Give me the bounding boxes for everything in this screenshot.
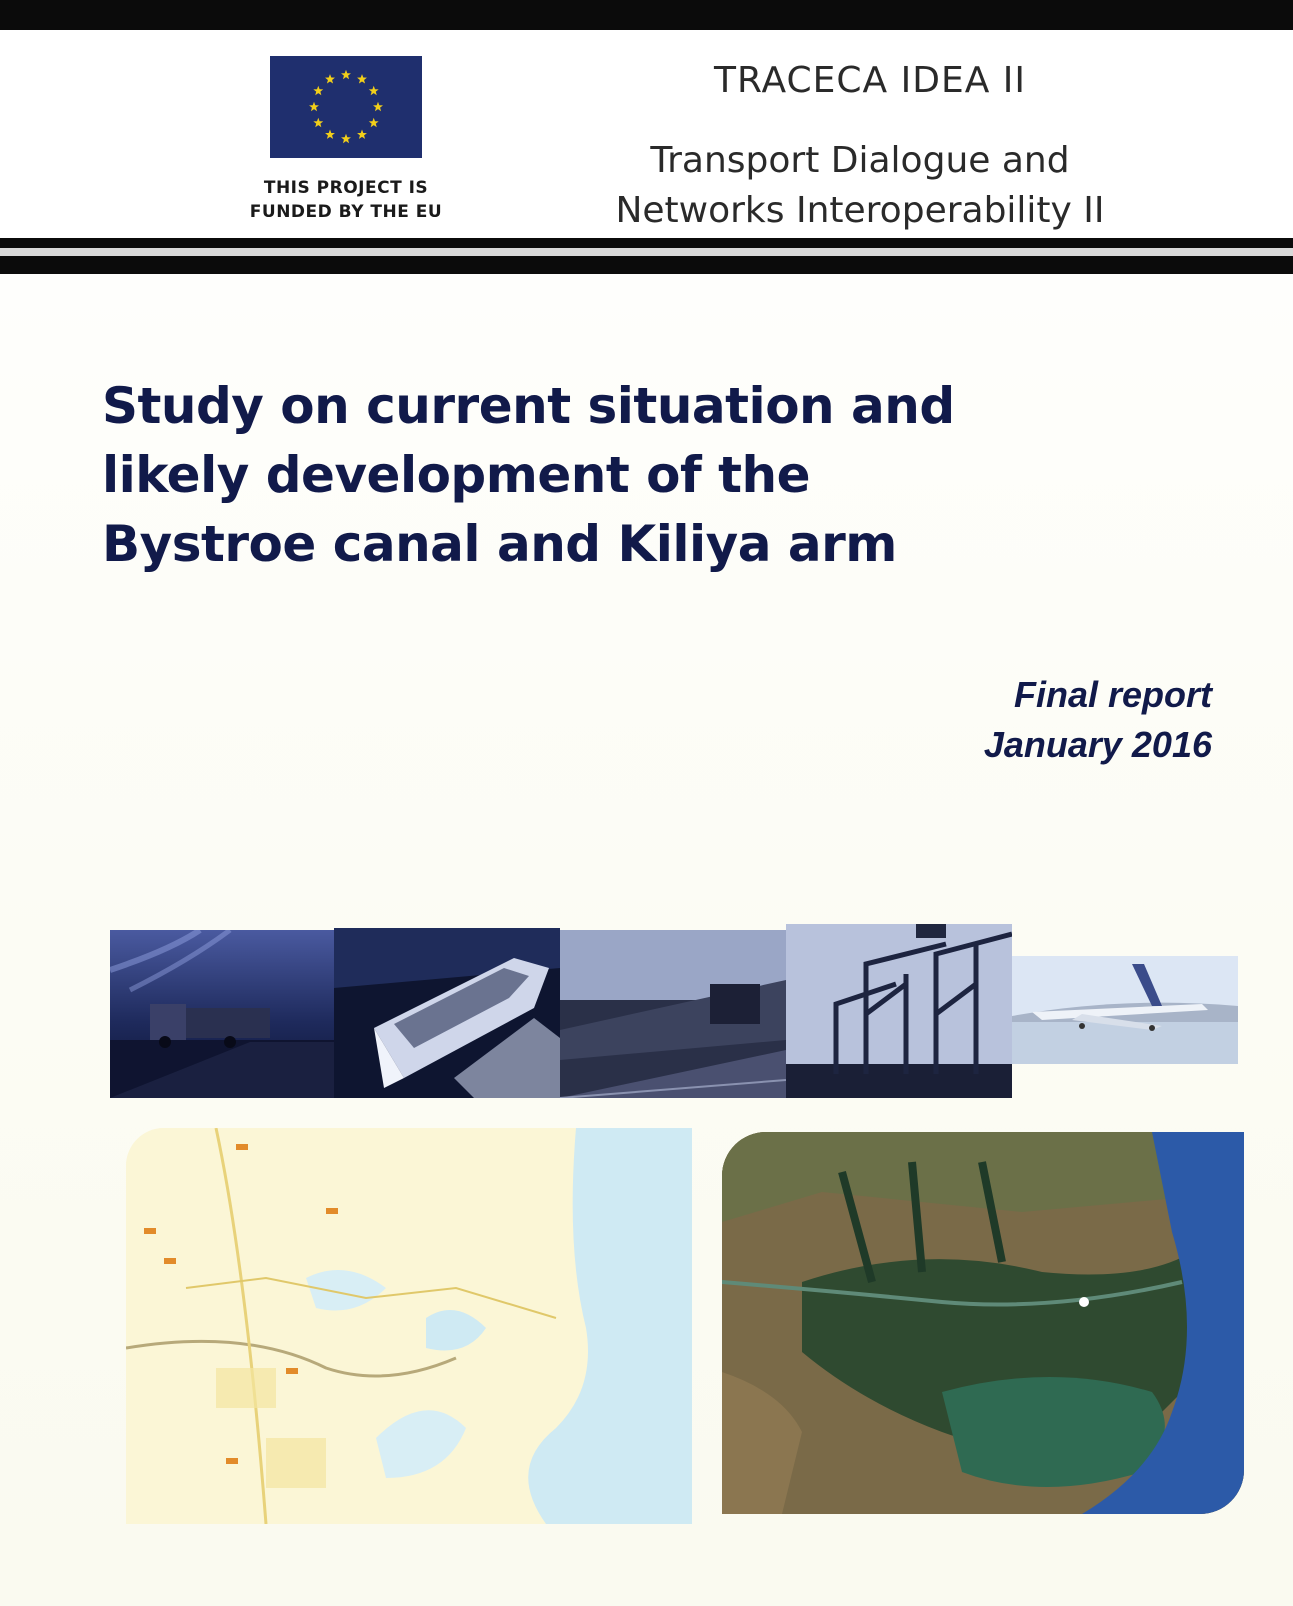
- eu-star: [325, 74, 335, 83]
- satellite-map-danube-delta: [722, 1132, 1244, 1514]
- eu-star: [341, 70, 351, 79]
- transport-photo-strip: [110, 928, 1270, 1108]
- report-date: January 2016: [983, 724, 1212, 765]
- train-photo: [560, 930, 786, 1098]
- road-map-danube-delta: [126, 1128, 692, 1524]
- eu-star: [357, 130, 367, 139]
- programme-subtitle-line-2: Networks Interoperability II: [615, 190, 1105, 231]
- port-cranes-photo: [786, 924, 1012, 1098]
- programme-subtitle: [560, 136, 1160, 236]
- document-title: [102, 372, 1022, 579]
- top-black-band: [0, 0, 1293, 30]
- report-meta: [800, 670, 1212, 770]
- eu-star: [373, 102, 383, 111]
- eu-star: [369, 86, 379, 95]
- eu-star: [325, 130, 335, 139]
- eu-star: [309, 102, 319, 111]
- eu-star: [313, 86, 323, 95]
- programme-title: TRACECA IDEA II: [713, 60, 1027, 101]
- airplane-photo: [1012, 956, 1238, 1064]
- container-ship-photo: [334, 928, 560, 1098]
- eu-star: [313, 118, 323, 127]
- title-line-1: Study on current situation and: [102, 377, 955, 435]
- programme-subtitle-line-1: Transport Dialogue and: [650, 140, 1070, 181]
- title-line-2: likely development of the: [102, 446, 811, 504]
- eu-caption-line-1: THIS PROJECT IS: [263, 178, 429, 198]
- eu-funding-caption: [228, 176, 464, 224]
- eu-star: [341, 134, 351, 143]
- report-type: Final report: [1013, 674, 1212, 715]
- eu-caption-line-2: FUNDED BY THE EU: [249, 202, 443, 222]
- header-bottom-black-band: [0, 238, 1293, 274]
- eu-star: [369, 118, 379, 127]
- eu-flag-logo: [270, 56, 422, 158]
- truck-photo: [110, 930, 334, 1098]
- title-line-3: Bystroe canal and Kiliya arm: [102, 515, 897, 573]
- eu-star: [357, 74, 367, 83]
